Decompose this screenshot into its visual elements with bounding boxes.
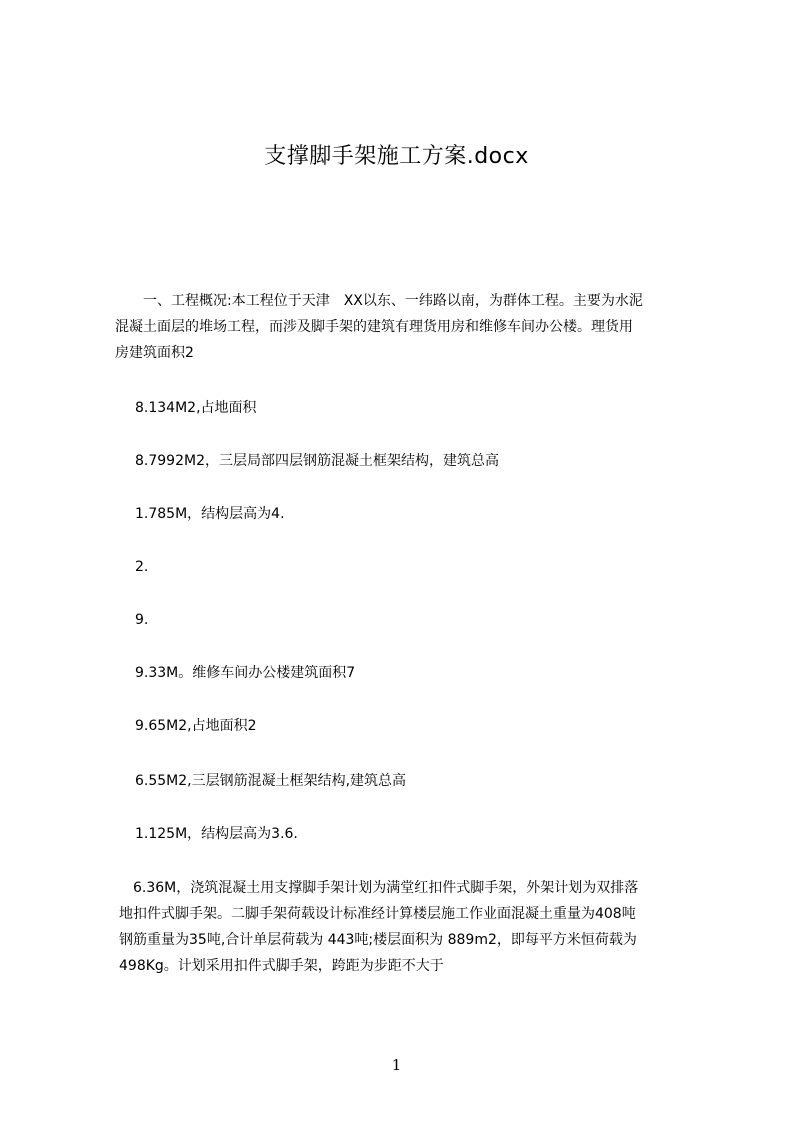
- text-line: 9.33M。维修车间办公楼建筑面积7: [135, 665, 356, 681]
- text-line: 1.125M，结构层高为3.6.: [135, 826, 298, 842]
- text-line: 1.785M，结构层高为4.: [135, 506, 285, 522]
- paragraph-overview: [115, 288, 715, 366]
- text-line: 9.65M2,占地面积2: [135, 718, 257, 734]
- text-line: 地扣件式脚手架。二脚手架荷载设计标准经计算楼层施工作业面混凝土重量为408吨: [119, 906, 636, 922]
- text-line: 2.: [135, 559, 149, 575]
- text-line: 混凝土面层的堆场工程，而涉及脚手架的建筑有理货用房和维修车间办公楼。理货用: [115, 319, 633, 335]
- text-line: 一、工程概况:本工程位于天津 XX以东、一纬路以南，为群体工程。主要为水泥: [115, 293, 643, 309]
- text-line: 房建筑面积2: [115, 345, 194, 361]
- text-line: 6.55M2,三层钢筋混凝土框架结构,建筑总高: [135, 773, 407, 789]
- document-title: 支撑脚手架施工方案.docx: [264, 144, 529, 169]
- page-number: 1: [391, 1056, 402, 1074]
- text-line: 钢筋重量为35吨,合计单层荷载为 443吨;楼层面积为 889m2，即每平方米恒荷载为: [119, 932, 637, 948]
- text-line: 8.134M2,占地面积: [135, 400, 257, 416]
- text-line: 498Kg。计划采用扣件式脚手架，跨距为步距不大于: [119, 958, 444, 974]
- text-line: 9.: [135, 612, 149, 628]
- paragraph-scaffold-plan: [119, 875, 719, 979]
- text-line: 6.36M，浇筑混凝土用支撑脚手架计划为满堂红扣件式脚手架，外架计划为双排落: [119, 880, 639, 896]
- text-line: 8.7992M2，三层局部四层钢筋混凝土框架结构，建筑总高: [135, 453, 499, 469]
